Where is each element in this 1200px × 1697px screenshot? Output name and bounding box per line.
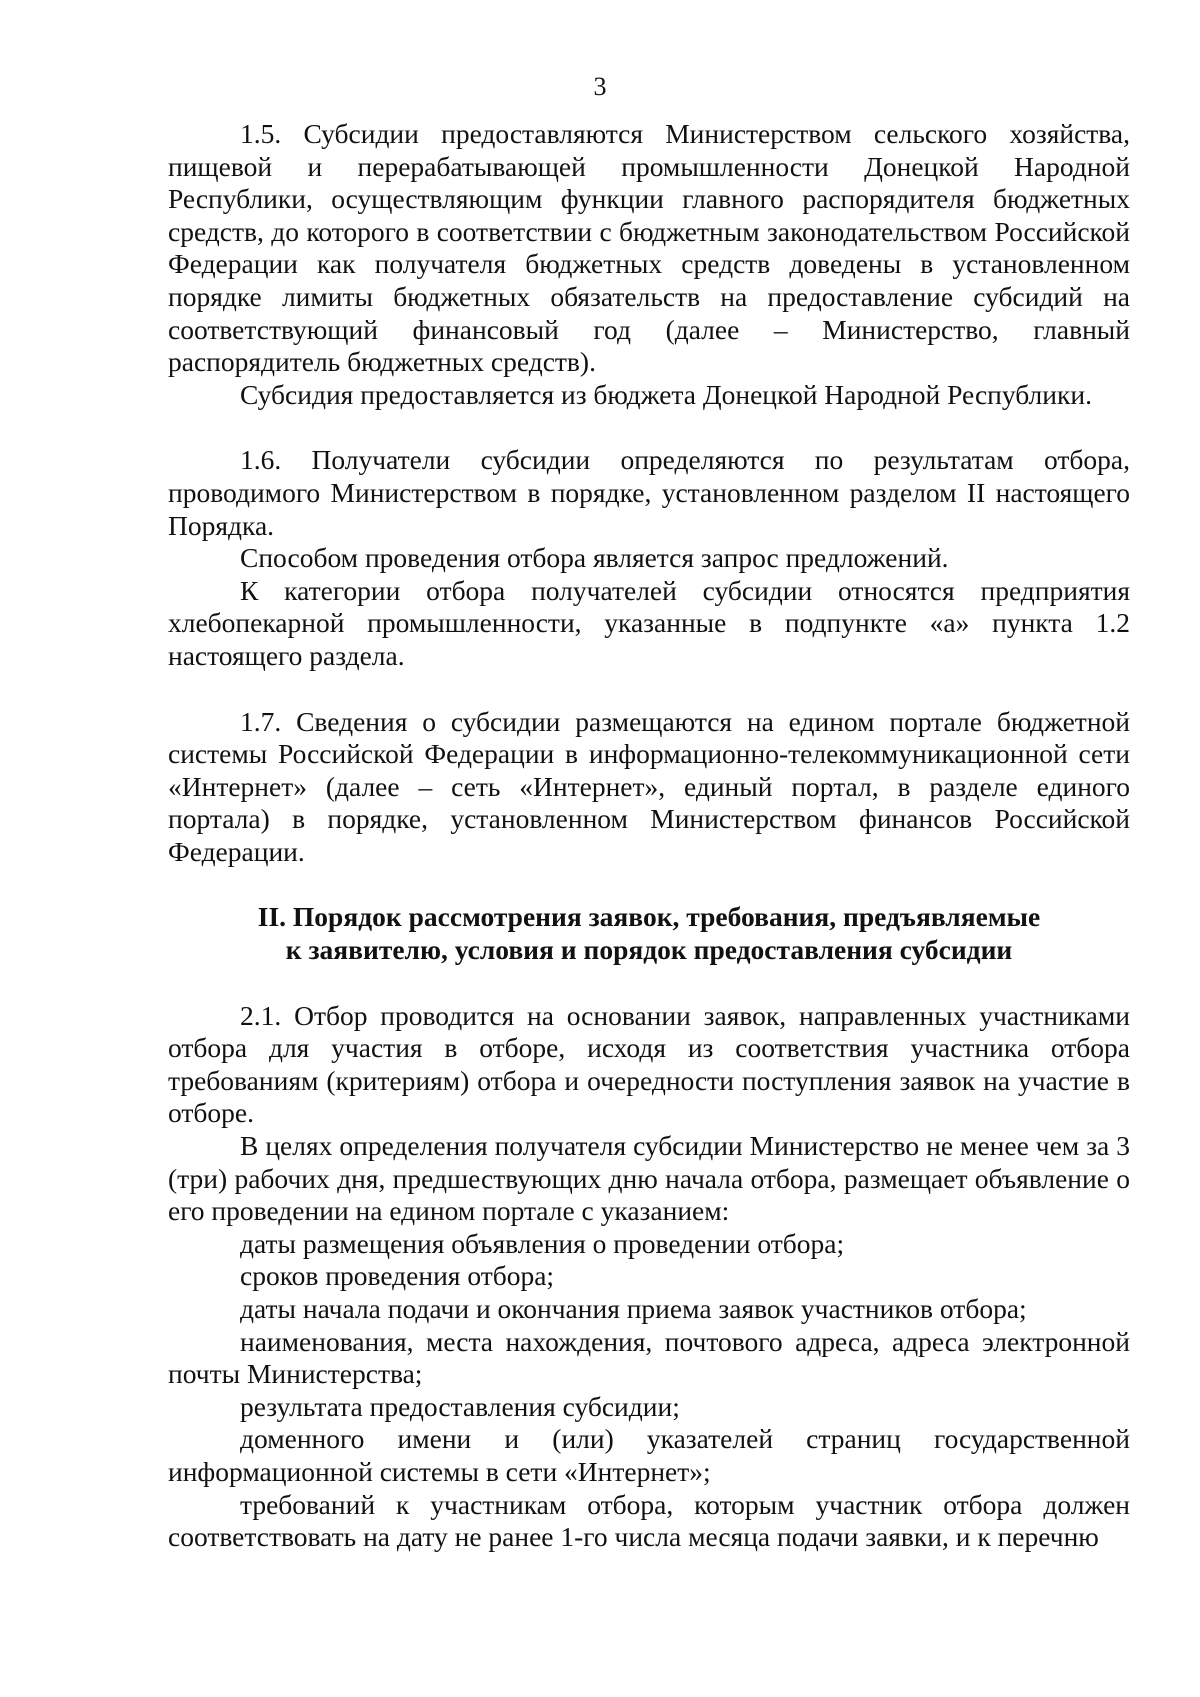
- list-item: сроков проведения отбора;: [240, 1260, 555, 1292]
- document-body: [168, 118, 1130, 1554]
- list-item: доменного имени и (или) указателей страниц государственной информационной системы в сети «Интернет»;: [168, 1423, 1130, 1487]
- list-item: требований к участникам отбора, которым участник отбора должен соответствовать на дату не ранее 1-го числа месяца подачи заявки, и к перечню: [168, 1488, 1130, 1553]
- paragraph-1-6: 1.6. Получатели субсидии определяются по результатам отбора, проводимого Министерством в порядке, установленном разделом II настоящего Порядка.: [168, 444, 1130, 541]
- section-heading-line-2: к заявителю, условия и порядок предоставления субсидии: [285, 934, 1013, 966]
- paragraph-1-7: 1.7. Сведения о субсидии размещаются на едином портале бюджетной системы Российской Федерации в информационно-телекоммуникационной сети «Интернет» (далее – сеть «Интернет», единый портал, в разделе единого портала) в порядке, установленном Министерством финансов Российской Федерации.: [168, 705, 1130, 867]
- list-item: результата предоставления субсидии;: [240, 1390, 680, 1422]
- section-heading-line-1: II. Порядок рассмотрения заявок, требования, предъявляемые: [257, 901, 1041, 933]
- paragraph-1-6-method: Способом проведения отбора является запрос предложений.: [240, 542, 949, 574]
- section-heading-ii: [168, 901, 1130, 966]
- list-item: даты начала подачи и окончания приема заявок участников отбора;: [240, 1293, 1027, 1324]
- paragraph-2-1-announcement: В целях определения получателя субсидии Министерство не менее чем за 3 (три) рабочих дня, предшествующих дню начала отбора, размещает объявление о его проведении на едином портале с указанием:: [168, 1130, 1130, 1227]
- paragraph-1-6-category: К категории отбора получателей субсидии относятся предприятия хлебопекарной промышленности, указанные в подпункте «а» пункта 1.2 настоящего раздела.: [168, 574, 1130, 671]
- list-item: наименования, места нахождения, почтового адреса, адреса электронной почты Министерства;: [168, 1325, 1130, 1390]
- paragraph-2-1: 2.1. Отбор проводится на основании заявок, направленных участниками отбора для участия в отборе, исходя из соответствия участника отбора требованиям (критериям) отбора и очередности поступления заявок на участие в отборе.: [168, 999, 1130, 1129]
- list-item: даты размещения объявления о проведении отбора;: [240, 1227, 845, 1259]
- paragraph-1-5: 1.5. Субсидии предоставляются Министерством сельского хозяйства, пищевой и перерабатывающей промышленности Донецкой Народной Республики, осуществляющим функции главного распорядителя бюджетных средств, до которого в соответствии с бюджетным законодательством Российской Федерации как получателя бюджетных средств доведены в установленном порядке лимиты бюджетных обязательств на предоставление субсидий на соответствующий финансовый год (далее – Министерство, главный распорядитель бюджетных средств).: [168, 118, 1130, 378]
- page-number: 3: [593, 72, 607, 101]
- paragraph-1-5-budget: Субсидия предоставляется из бюджета Донецкой Народной Республики.: [240, 378, 1092, 410]
